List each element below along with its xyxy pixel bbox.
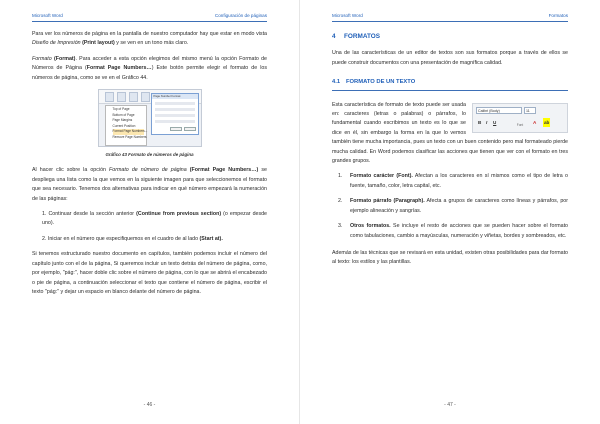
menu-item: Format Page Numbers... xyxy=(112,129,148,134)
highlight-icon: ab xyxy=(543,118,550,127)
dialog-title: Page Number Format xyxy=(152,94,198,99)
right-page xyxy=(300,0,600,424)
dialog-field xyxy=(155,114,195,117)
right-page-number: - 47 - xyxy=(444,402,456,408)
page-number-menu-figure xyxy=(98,89,202,147)
right-page-body xyxy=(332,30,568,274)
dialog-field xyxy=(155,120,195,123)
right-page-header xyxy=(332,12,568,22)
chapter-intro: Una de las características de un editor de textos son sus formatos porque a través de ellos se puede construir documentos con una presentación de magnífica calidad. xyxy=(332,50,568,66)
dialog-cancel-button xyxy=(184,127,196,131)
left-page-header xyxy=(32,12,267,22)
option-start-at: 2. Iniciar en el número que especifiquemos en el cuadro de al lado (Start at). xyxy=(42,235,223,242)
section-heading xyxy=(332,78,568,90)
dialog-field xyxy=(155,102,195,105)
page-number-dropdown-menu xyxy=(105,105,147,146)
menu-item: Current Position xyxy=(112,123,136,128)
menu-item: Bottom of Page xyxy=(112,112,135,117)
left-header-title: Microsoft Word xyxy=(32,13,63,18)
menu-item: Page Margins xyxy=(112,118,133,123)
font-name-select: Calibri (Body) xyxy=(476,107,522,114)
section-title: FORMATO DE UN TEXTO xyxy=(346,79,416,86)
page-number-format-dialog xyxy=(151,93,199,135)
right-header-section: Formatos xyxy=(548,13,568,18)
ribbon-button-icon xyxy=(129,92,138,102)
ribbon-button-icon xyxy=(141,92,150,102)
paragraph-format-types: Esta característica de formato de texto puede ser usada en: caracteres (letras o palabras) o párrafos, lo fundamental cuando escribimos un texto es lo que se dice en él, sin embargo la forma en la que lo vemos también tiene mucha importancia, pues un texto con un buen contenido pero mal formateado pierde mucha calidad. En Word podemos clasificar las acciones que tienen que ver con el formato en tres grandes grupos. xyxy=(332,101,568,165)
font-size-select: 11 xyxy=(524,107,536,114)
ribbon-button-icon xyxy=(105,92,114,102)
paragraph-print-layout: Para ver los números de página en la pantalla de nuestro computador hay que estar en modo vista Diseño de Impresión (Print layout) y se ven en un tono más claro. xyxy=(32,31,267,47)
list-item: 3. Otros formatos. Se incluye el resto de acciones que se pueden hacer sobre el formato como tabulaciones, cambio a mayúsculas, numeración y viñetas, bordes y sombreados, etc. xyxy=(338,223,569,239)
dialog-field xyxy=(155,108,195,111)
list-item: 2. Formato párrafo (Paragraph). Afecta a grupos de caracteres como líneas y párrafos, por ejemplo alineación y sangrías. xyxy=(338,198,568,214)
bold-icon: B xyxy=(478,119,482,125)
ribbon-button-icon xyxy=(117,92,126,102)
font-paragraph-block xyxy=(332,101,568,167)
chapter-title: FORMATOS xyxy=(344,33,380,40)
chapter-number: 4 xyxy=(332,33,336,40)
font-group-label: Font xyxy=(516,123,524,128)
paragraph-chapters: Si tenemos estructurado nuestro documento en capítulos, también podemos incluir el número del capítulo junto con el de la página, Si queremos incluir un texto detrás del número de página, como, por ejemplo, "pág:", hacer doble clic sobre el número de página, con lo que se abrirá el encabezado o pie de página, a continuación seleccionar el texto que contiene el número de página, escribir el texto "pág:" y dejar un espacio en blanco delante del número de página. xyxy=(32,251,267,295)
menu-item: Remove Page Numbers xyxy=(112,135,147,139)
section-number: 4.1 xyxy=(332,79,341,86)
right-header-title: Microsoft Word xyxy=(332,13,363,18)
dialog-ok-button xyxy=(170,127,182,131)
italic-icon: I xyxy=(486,119,488,125)
left-page-number: - 46 - xyxy=(143,402,156,408)
font-color-icon: A xyxy=(533,119,537,125)
font-group-image xyxy=(472,103,568,133)
left-page-body xyxy=(32,30,267,303)
paragraph-format-list: Al hacer clic sobre la opción Formato de número de página (Format Page Numbers…) se despliega una lista como la que vemos en la siguiente imagen para que seleccionemos el formato que sea necesario. Tenemos dos alternativas para indicar en qué número empezará la numeración de las páginas: xyxy=(32,167,267,202)
left-header-section: Configuración de páginas xyxy=(214,13,267,18)
chapter-heading xyxy=(332,32,568,41)
menu-item: Top of Page xyxy=(112,107,130,112)
list-item: 1. Formato carácter (Font). Afectan a los caracteres en sí mismos como el tipo de letra o fuente, tamaño, color, letra capital, etc. xyxy=(338,173,568,189)
format-groups-list xyxy=(332,172,568,240)
figure-caption: Gráfico 43 Formato de números de página xyxy=(105,152,194,158)
underline-icon: U xyxy=(493,119,497,125)
paragraph-styles-templates: Además de las técnicas que se revisará en esta unidad, existen otras posibilidades para dar formato al texto: los estilos y las plantillas. xyxy=(332,249,568,266)
option-continue: 1. Continuar desde la sección anterior (Continue from previous section) (o empezar desde uno). xyxy=(42,211,267,227)
paragraph-format: Formato (Format). Para acceder a esta opción elegimos del mismo menú la opción Formato de Números de Página (Format Page Numbers…) Este botón permite elegir el formato de los números de página, como se ve en el Gráfico 44. xyxy=(32,55,267,81)
